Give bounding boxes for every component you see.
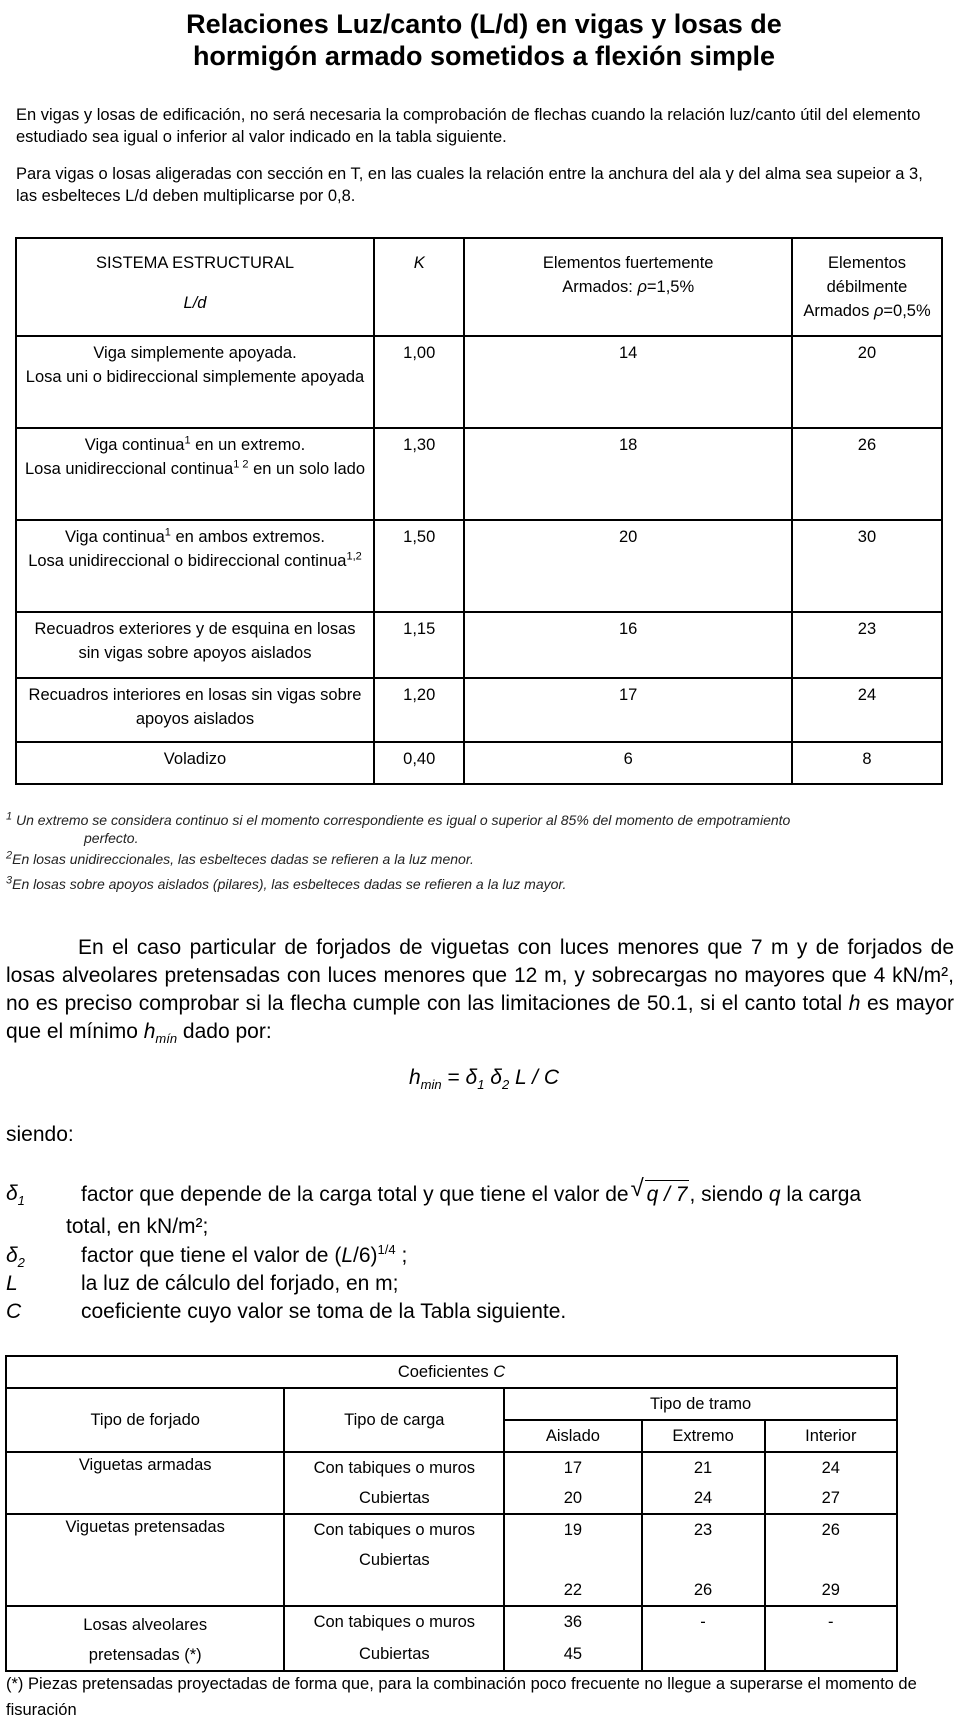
interior-cell: - (765, 1606, 897, 1639)
extremo-cell: 26 (642, 1575, 765, 1606)
interior-cell: 26 (765, 1514, 897, 1545)
footnote-3: $^3$En losas sobre apoyos aislados (pilares), las esbelteces dadas se refieren a la luz mayor. (6, 874, 567, 892)
forjado-cell: Viguetas pretensadas (6, 1514, 284, 1606)
extremo-cell: 23 (642, 1514, 765, 1545)
strong-cell: 6 (464, 742, 792, 784)
weak-cell: 8 (792, 742, 942, 784)
weak-cell: 26 (792, 428, 942, 520)
weak-cell: 23 (792, 612, 942, 678)
definition-C: C coeficiente cuyo valor se toma de la Tabla siguiente. (6, 1300, 567, 1323)
k-cell: 1,50 (374, 520, 464, 612)
k-cell: 1,20 (374, 678, 464, 742)
header-strong: Elementos fuertemente Armados: ρ=1,5% (464, 238, 792, 336)
strong-cell: 18 (464, 428, 792, 520)
table-row (16, 612, 942, 678)
header-weak: Elementos débilmente Armados ρ=0,5% (792, 238, 942, 336)
system-cell: Voladizo (16, 742, 374, 784)
definition-delta1-cont: total, en kN/m²; (66, 1215, 209, 1238)
definition-delta1: $\delta_1$ factor que depende de la carga total y que tiene el valor de√ q / 7, siendo q la carga (6, 1180, 956, 1210)
aislado-cell: 22 (504, 1575, 641, 1606)
definition-L: L la luz de cálculo del forjado, en m; (6, 1272, 399, 1295)
table-footnotes: $^1$ Un extremo se considera continuo si el momento correspondiente es igual o superior al 85% del momento de empotramiento perfecto. $^2$En losas unidireccionales, las esbelteces dadas se refieren a la luz menor. $^3$En losas sobre apoyos aislados (pilares), las esbelteces dadas se refieren a la luz mayor. (6, 808, 954, 897)
hmin-formula: $h_{min} = \delta_1$ $\delta_2$ L / C (408, 1066, 560, 1093)
siendo-label: siendo: (6, 1123, 74, 1146)
system-cell: Viga simplemente apoyada. Losa uni o bidireccional simplemente apoyada (16, 336, 374, 428)
k-cell: 1,30 (374, 428, 464, 520)
definition-delta2: $\delta_2$ factor que tiene el valor de $(L/6)^{1/4}$ ; (6, 1242, 408, 1271)
header-k: K (374, 238, 464, 336)
k-cell: 1,00 (374, 336, 464, 428)
carga-cell: Con tabiques o muros (284, 1606, 504, 1639)
interior-cell: 27 (765, 1483, 897, 1514)
intro-paragraph-2: Para vigas o losas aligeradas con sección en T, en las cuales la relación entre la anchura del ala y del alma sea supeior a 3, las esbelteces L/d deben multiplicarse por 0,8. (16, 165, 923, 205)
extremo-cell: 24 (642, 1483, 765, 1514)
table-row (6, 1606, 897, 1639)
body-paragraph: En el caso particular de forjados de viguetas con luces menores que 7 m y de forjados de losas alveolares pretensadas con luces menores que 12 m, y sobrecargas no mayores que 4 kN/m², no es preciso comprobar si la flecha cumple con las limitaciones de 50.1, si el canto total h es mayor que el mínimo $h_{mín}$ dado por: (6, 936, 955, 1047)
header-interior: Interior (765, 1420, 897, 1452)
system-cell: Viga continua$^1$ en ambos extremos. Losa unidireccional o bidireccional continua$^{1,2}$ (16, 520, 374, 612)
interior-cell: 29 (765, 1575, 897, 1606)
carga-cell: Cubiertas (284, 1483, 504, 1514)
system-cell: Viga continua$^1$ en un extremo. Losa unidireccional continua$^{1 2}$ en un solo lado (16, 428, 374, 520)
forjado-cell: Viguetas armadas (6, 1452, 284, 1514)
weak-cell: 20 (792, 336, 942, 428)
slenderness-table (15, 237, 943, 785)
aislado-cell: 19 (504, 1514, 641, 1545)
caption-row (6, 1356, 897, 1388)
header-forjado: Tipo de forjado (6, 1388, 284, 1452)
strong-cell: 14 (464, 336, 792, 428)
sqrt-expression: √ q / 7 (645, 1180, 690, 1209)
table-footer-note: (*) Piezas pretensadas proyectadas de forma que, para la combinación poco frecuente no llegue a superarse el momento de fisuración (6, 1675, 917, 1719)
header-carga: Tipo de carga (284, 1388, 504, 1452)
table-row (6, 1452, 897, 1483)
carga-cell: Cubiertas (284, 1545, 504, 1575)
table-row (16, 336, 942, 428)
system-cell: Recuadros exteriores y de esquina en losas sin vigas sobre apoyos aislados (16, 612, 374, 678)
header-row (6, 1388, 897, 1420)
footnote-2: $^2$En losas unidireccionales, las esbelteces dadas se refieren a la luz menor. (6, 849, 474, 867)
table-row (16, 428, 942, 520)
carga-cell: Cubiertas (284, 1639, 504, 1672)
aislado-cell: 45 (504, 1639, 641, 1672)
table-row (6, 1514, 897, 1545)
forjado-cell: Losas alveolares pretensadas (*) (6, 1606, 284, 1671)
table-row (16, 742, 942, 784)
header-tramo: Tipo de tramo (504, 1388, 897, 1420)
table-caption: Coeficientes C (6, 1356, 897, 1388)
footnote-1: $^1$ Un extremo se considera continuo si el momento correspondiente es igual o superior al 85% del momento de empotramiento (6, 810, 791, 828)
strong-cell: 17 (464, 678, 792, 742)
extremo-cell: - (642, 1606, 765, 1639)
page-title: Relaciones Luz/canto (L/d) en vigas y losas de hormigón armado sometidos a flexión simple (186, 9, 782, 71)
aislado-cell: 36 (504, 1606, 641, 1639)
k-cell: 1,15 (374, 612, 464, 678)
extremo-cell: 21 (642, 1452, 765, 1483)
table-row (16, 678, 942, 742)
interior-cell: 24 (765, 1452, 897, 1483)
carga-cell: Con tabiques o muros (284, 1514, 504, 1545)
header-extremo: Extremo (642, 1420, 765, 1452)
table-row (16, 520, 942, 612)
carga-cell: Con tabiques o muros (284, 1452, 504, 1483)
k-cell: 0,40 (374, 742, 464, 784)
system-cell: Recuadros interiores en losas sin vigas sobre apoyos aislados (16, 678, 374, 742)
coefficients-table (5, 1355, 898, 1672)
header-aislado: Aislado (504, 1420, 641, 1452)
strong-cell: 16 (464, 612, 792, 678)
table-header-row (16, 238, 942, 336)
aislado-cell: 20 (504, 1483, 641, 1514)
weak-cell: 24 (792, 678, 942, 742)
strong-cell: 20 (464, 520, 792, 612)
intro-paragraph-1: En vigas y losas de edificación, no será necesaria la comprobación de flechas cuando la relación luz/canto útil del elemento estudiado sea igual o inferior al valor indicado en la tabla siguiente. (16, 106, 921, 146)
aislado-cell: 17 (504, 1452, 641, 1483)
header-system: SISTEMA ESTRUCTURAL L/d (16, 238, 374, 336)
weak-cell: 30 (792, 520, 942, 612)
